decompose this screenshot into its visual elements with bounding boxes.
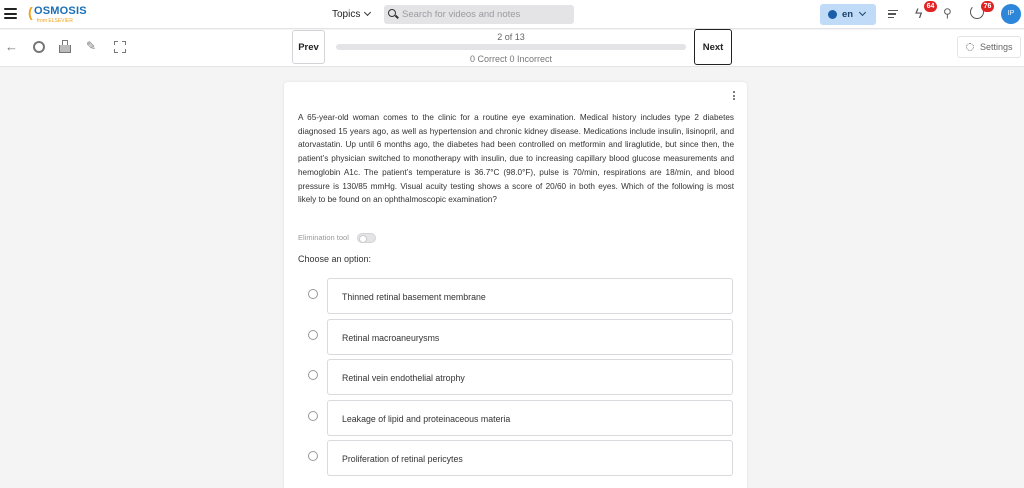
more-options-icon[interactable] (733, 91, 736, 101)
history-badge: 76 (981, 1, 994, 12)
lab-flask-icon[interactable] (59, 40, 69, 53)
option-box[interactable] (327, 359, 733, 395)
option-radio[interactable] (308, 451, 318, 461)
option-text: Leakage of lipid and proteinaceous materia (342, 414, 511, 424)
answer-option[interactable] (306, 440, 734, 476)
hamburger-menu-icon[interactable] (4, 8, 17, 19)
stethoscope-icon[interactable]: ⚲ (943, 6, 952, 20)
question-stem: A 65-year-old woman comes to the clinic for a routine eye examination. Medical history includes type 2 diabetes diagnosed 15 years ago, as well as hypertension and chronic kidney disease. Medications include insulin, lisinopril, and atorvastatin. Up until 6 months ago, the diabetes had been controlled on metformin and liraglutide, but since then, the patient’s physician switched to monotherapy with insulin, due to increasing capillary blood glucose measurements and hemoglobin A1c. The patient’s temperature is 36.7°C (98.0°F), pulse is 70/min, respirations are 18/min, and blood pressure is 130/85 mmHg. Visual acuity testing shows a score of 20/60 in both eyes. Which of the following is most likely to be found on an ophthalmoscopic examination? (298, 113, 734, 205)
answer-option[interactable] (306, 400, 734, 436)
language-selector[interactable] (820, 4, 876, 25)
fullscreen-icon[interactable] (114, 41, 126, 53)
bolt-icon[interactable]: ϟ (915, 5, 923, 21)
elimination-tool-label: Elimination tool (298, 233, 349, 242)
search-input[interactable] (402, 7, 567, 22)
option-text: Proliferation of retinal pericytes (342, 454, 463, 464)
settings-button[interactable] (957, 36, 1021, 58)
prev-button[interactable]: Prev (292, 30, 325, 64)
playlist-icon[interactable] (888, 10, 898, 19)
search-icon (388, 9, 396, 17)
option-box[interactable] (327, 400, 733, 436)
choose-option-label: Choose an option: (298, 254, 372, 264)
progress-stats: 0 Correct 0 Incorrect (469, 54, 553, 64)
logo-text: OSMOSIS (34, 5, 87, 17)
language-label: en (842, 9, 854, 20)
option-radio[interactable] (308, 370, 318, 380)
top-nav (0, 0, 1024, 29)
osmosis-logo[interactable]: ( OSMOSIS from ELSEVIER (28, 4, 87, 24)
user-avatar[interactable]: IP (1001, 4, 1021, 24)
answer-option[interactable] (306, 319, 734, 355)
option-text: Retinal vein endothelial atrophy (342, 373, 465, 383)
ring-icon[interactable] (33, 41, 45, 53)
topics-dropdown[interactable] (332, 9, 370, 20)
pencil-icon[interactable]: ✎ (86, 39, 97, 53)
back-arrow-icon[interactable]: ← (5, 39, 18, 54)
logo-subtext: from ELSEVIER (37, 18, 73, 24)
elimination-toggle[interactable] (357, 233, 376, 243)
option-box[interactable] (327, 440, 733, 476)
option-box[interactable] (327, 319, 733, 355)
chevron-down-icon (364, 9, 371, 16)
option-radio[interactable] (308, 411, 318, 421)
gear-icon (966, 43, 974, 51)
answer-option[interactable] (306, 278, 734, 314)
option-text: Thinned retinal basement membrane (342, 292, 486, 302)
answer-option[interactable] (306, 359, 734, 395)
search-bar[interactable] (384, 5, 574, 24)
option-box[interactable] (327, 278, 733, 314)
next-button[interactable]: Next (694, 29, 732, 65)
settings-label: Settings (980, 42, 1013, 52)
topics-label: Topics (332, 9, 361, 20)
bolt-badge: 64 (924, 1, 937, 12)
option-text: Retinal macroaneurysms (342, 333, 440, 343)
globe-icon (828, 10, 837, 19)
option-radio[interactable] (308, 289, 318, 299)
question-card (284, 82, 747, 488)
progress-count: 2 of 13 (497, 32, 525, 42)
chevron-down-icon (859, 9, 866, 16)
progress-bar (336, 44, 686, 50)
option-radio[interactable] (308, 330, 318, 340)
